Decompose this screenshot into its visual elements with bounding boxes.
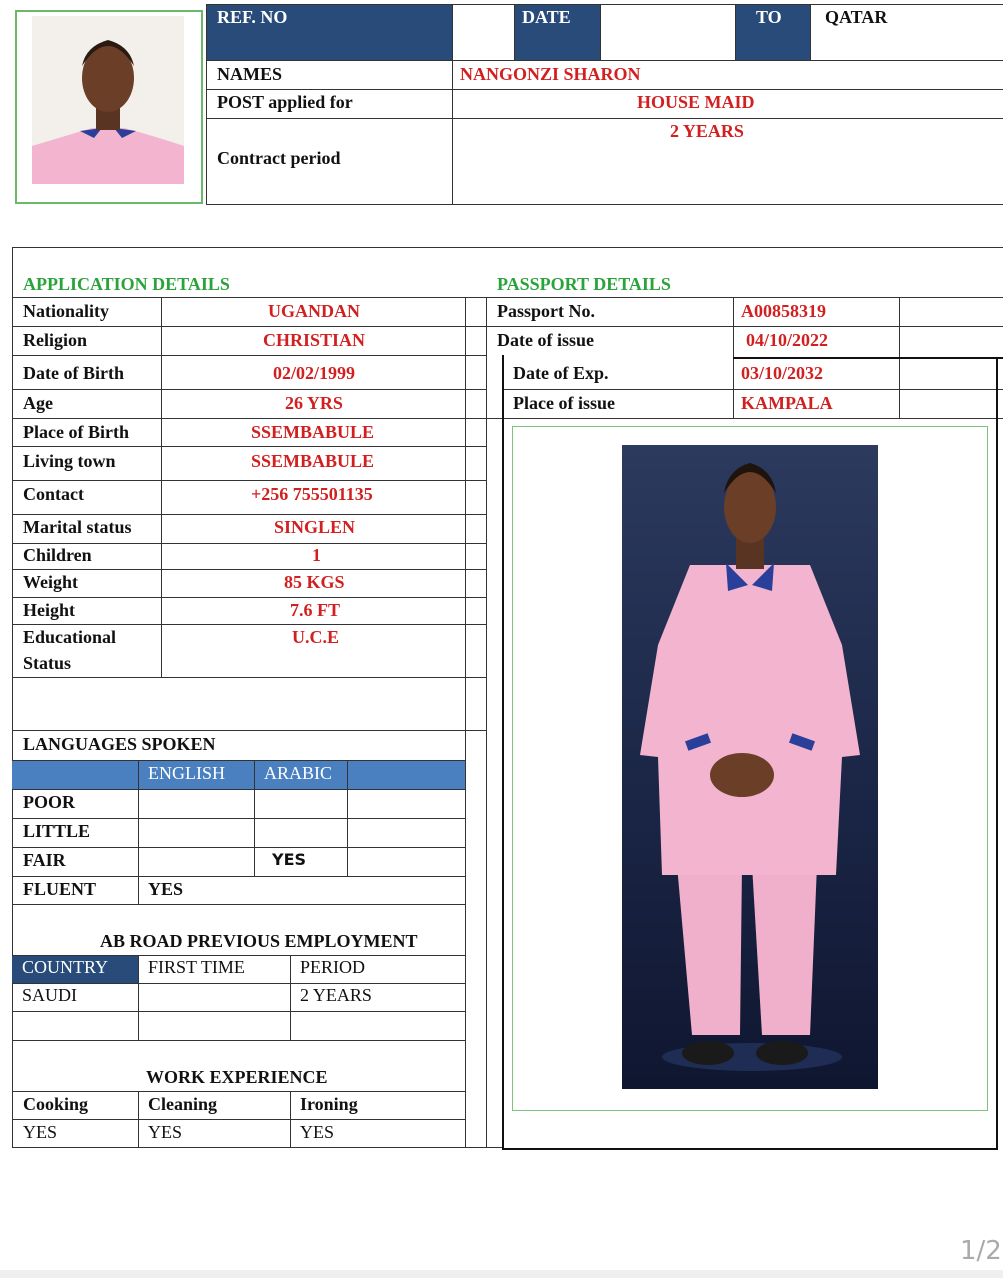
post-value: HOUSE MAID <box>637 92 755 112</box>
emp-col-country: COUNTRY <box>22 957 109 977</box>
to-label: TO <box>756 7 782 27</box>
page-number: 1/2 <box>960 1236 1002 1266</box>
emp-period-value: 2 YEARS <box>300 985 372 1005</box>
app-value-marital: SINGLEN <box>274 517 356 537</box>
languages-heading: LANGUAGES SPOKEN <box>23 734 216 754</box>
full-body-photo <box>622 445 878 1089</box>
app-label-pob: Place of Birth <box>23 422 129 442</box>
names-label: NAMES <box>217 64 283 84</box>
app-label-height: Height <box>23 600 75 620</box>
passport-photo <box>32 16 184 184</box>
lang-fluent-english: YES <box>148 879 184 899</box>
work-value-ironing: YES <box>300 1122 335 1142</box>
passport-value-place: KAMPALA <box>741 393 833 413</box>
work-skill-cooking: Cooking <box>23 1094 89 1114</box>
work-value-cooking: YES <box>23 1122 58 1142</box>
passport-label-issue: Date of issue <box>497 330 594 350</box>
emp-col-first-time: FIRST TIME <box>148 957 245 977</box>
app-value-contact: +256 755501135 <box>251 484 373 504</box>
app-value-nationality: UGANDAN <box>268 301 360 321</box>
emp-col-period: PERIOD <box>300 957 366 977</box>
app-label-nationality: Nationality <box>23 301 110 321</box>
app-value-weight: 85 KGS <box>284 572 345 592</box>
post-label: POST applied for <box>217 92 353 112</box>
app-label-age: Age <box>23 393 53 413</box>
employment-heading: AB ROAD PREVIOUS EMPLOYMENT <box>100 931 418 951</box>
app-value-educational: U.C.E <box>292 627 340 647</box>
work-value-cleaning: YES <box>148 1122 183 1142</box>
lang-fair-arabic: YES <box>272 850 307 869</box>
lang-level-poor: POOR <box>23 792 75 812</box>
lang-col-english: ENGLISH <box>148 763 225 783</box>
app-value-religion: CHRISTIAN <box>263 330 366 350</box>
passport-label-no: Passport No. <box>497 301 595 321</box>
contract-value: 2 YEARS <box>670 121 744 141</box>
contract-label: Contract period <box>217 148 341 168</box>
app-value-height: 7.6 FT <box>290 600 341 620</box>
destination-value: QATAR <box>825 7 888 27</box>
application-heading: APPLICATION DETAILS <box>23 274 230 294</box>
app-label-living-town: Living town <box>23 451 116 471</box>
names-value: NANGONZI SHARON <box>460 64 641 84</box>
app-label-marital: Marital status <box>23 517 132 537</box>
passport-label-exp: Date of Exp. <box>513 363 609 383</box>
app-label-weight: Weight <box>23 572 79 592</box>
app-label-religion: Religion <box>23 330 88 350</box>
languages-header-bg <box>12 760 465 789</box>
passport-heading: PASSPORT DETAILS <box>497 274 671 294</box>
work-skill-cleaning: Cleaning <box>148 1094 218 1114</box>
passport-value-no: A00858319 <box>741 301 826 321</box>
app-label-educational: Educational <box>23 627 117 647</box>
app-label-children: Children <box>23 545 92 565</box>
lang-level-fluent: FLUENT <box>23 879 97 899</box>
bottom-bar <box>0 1270 1003 1278</box>
app-label-dob: Date of Birth <box>23 363 124 383</box>
app-value-age: 26 YRS <box>285 393 343 413</box>
passport-value-issue: 04/10/2022 <box>746 330 829 350</box>
app-label-contact: Contact <box>23 484 84 504</box>
lang-level-little: LITTLE <box>23 821 91 841</box>
app-value-living-town: SSEMBABULE <box>251 451 375 471</box>
lang-level-fair: FAIR <box>23 850 66 870</box>
app-value-dob: 02/02/1999 <box>273 363 356 383</box>
emp-country-value: SAUDI <box>22 985 78 1005</box>
app-value-children: 1 <box>312 545 321 565</box>
lang-col-arabic: ARABIC <box>264 763 333 783</box>
work-heading: WORK EXPERIENCE <box>146 1067 328 1087</box>
app-value-pob: SSEMBABULE <box>251 422 375 442</box>
ref-no-label: REF. NO <box>217 7 288 27</box>
app-label-status: Status <box>23 653 72 673</box>
passport-label-place: Place of issue <box>513 393 615 413</box>
passport-value-exp: 03/10/2032 <box>741 363 824 383</box>
work-skill-ironing: Ironing <box>300 1094 358 1114</box>
date-label: DATE <box>522 7 571 27</box>
